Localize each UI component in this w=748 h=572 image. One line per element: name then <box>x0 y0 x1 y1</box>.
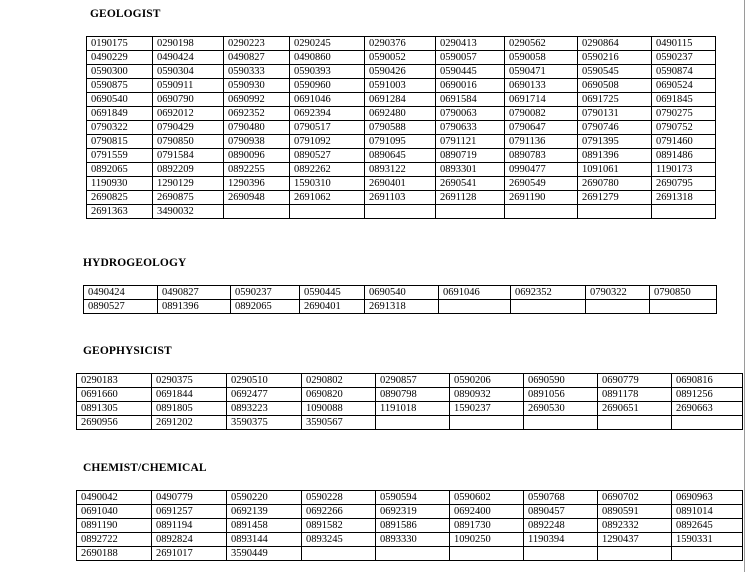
table-cell <box>439 300 511 314</box>
table-cell: 0590058 <box>505 51 578 65</box>
table-cell: 0890719 <box>436 149 505 163</box>
table-cell <box>505 205 578 219</box>
table-cell: 0691660 <box>77 388 152 402</box>
table-cell: 0590052 <box>365 51 436 65</box>
table-cell: 0290376 <box>365 37 436 51</box>
table-cell: 2690825 <box>87 191 153 205</box>
table-cell: 1190394 <box>524 533 598 547</box>
table-cell <box>650 300 717 314</box>
table-cell: 0590057 <box>436 51 505 65</box>
table-cell: 0290198 <box>153 37 224 51</box>
table-cell: 0891582 <box>302 519 376 533</box>
table-cell: 0590930 <box>224 79 290 93</box>
table-cell: 0892722 <box>77 533 152 547</box>
table-cell: 0590602 <box>450 491 524 505</box>
table-cell: 0891305 <box>77 402 152 416</box>
table-cell: 2691103 <box>365 191 436 205</box>
table-cell: 0690133 <box>505 79 578 93</box>
table-cell: 0590426 <box>365 65 436 79</box>
table-cell: 0290183 <box>77 374 152 388</box>
table-cell <box>652 205 716 219</box>
table-cell <box>450 416 524 430</box>
table-cell: 0590445 <box>300 286 365 300</box>
table-cell: 2690401 <box>300 300 365 314</box>
table-cell: 0490042 <box>77 491 152 505</box>
table-cell: 0490827 <box>158 286 231 300</box>
table-cell: 0590216 <box>578 51 652 65</box>
table-cell: 0692266 <box>302 505 376 519</box>
table-cell: 0791395 <box>578 135 652 149</box>
table-cell: 0891486 <box>652 149 716 163</box>
table-cell: 2691318 <box>365 300 439 314</box>
table-cell: 0590393 <box>290 65 365 79</box>
table-cell: 0790082 <box>505 107 578 121</box>
table-cell: 0691584 <box>436 93 505 107</box>
table-cell: 0891190 <box>77 519 152 533</box>
table-cell: 0893301 <box>436 163 505 177</box>
table-row <box>87 135 716 149</box>
table-row <box>87 107 716 121</box>
page-edge-line <box>744 0 745 572</box>
table-cell <box>376 547 450 561</box>
table-row <box>87 121 716 135</box>
table-cell: 0892255 <box>224 163 290 177</box>
table-cell: 2691279 <box>578 191 652 205</box>
table-row <box>77 491 743 505</box>
table-cell: 0692352 <box>224 107 290 121</box>
table-cell: 0590911 <box>153 79 224 93</box>
geophysicist-heading: GEOPHYSICIST <box>83 345 172 357</box>
table-cell: 2690780 <box>578 177 652 191</box>
table-cell: 1091061 <box>578 163 652 177</box>
table-row <box>84 286 717 300</box>
table-cell: 0590594 <box>376 491 450 505</box>
table-cell: 1590310 <box>290 177 365 191</box>
table-cell: 0790815 <box>87 135 153 149</box>
table-cell: 0890527 <box>84 300 158 314</box>
table-cell: 0891194 <box>152 519 227 533</box>
table-cell: 2690795 <box>652 177 716 191</box>
table-cell: 0691849 <box>87 107 153 121</box>
table-cell: 0891805 <box>152 402 227 416</box>
table-cell: 0691845 <box>652 93 716 107</box>
table-cell: 0190175 <box>87 37 153 51</box>
table-cell: 1191018 <box>376 402 450 416</box>
table-cell: 0290510 <box>227 374 302 388</box>
table-cell: 2691017 <box>152 547 227 561</box>
table-cell: 0591003 <box>365 79 436 93</box>
table-cell: 0691046 <box>439 286 511 300</box>
table-row <box>77 505 743 519</box>
table-cell: 1590331 <box>672 533 743 547</box>
table-cell: 0590545 <box>578 65 652 79</box>
table-cell: 2690948 <box>224 191 290 205</box>
table-cell: 0892332 <box>598 519 672 533</box>
table-cell: 0691725 <box>578 93 652 107</box>
table-cell: 0490115 <box>652 37 716 51</box>
table-cell: 0790131 <box>578 107 652 121</box>
table-cell: 2691318 <box>652 191 716 205</box>
table-cell: 0590768 <box>524 491 598 505</box>
table-row <box>77 547 743 561</box>
table-cell: 2690401 <box>365 177 436 191</box>
table-cell: 0790633 <box>436 121 505 135</box>
table-cell: 0890096 <box>224 149 290 163</box>
table-cell <box>511 300 586 314</box>
table-cell: 0690508 <box>578 79 652 93</box>
table-cell: 0791136 <box>505 135 578 149</box>
table-cell: 0791460 <box>652 135 716 149</box>
table-cell: 0892262 <box>290 163 365 177</box>
table-cell: 1190173 <box>652 163 716 177</box>
table-cell: 0790588 <box>365 121 436 135</box>
table-cell: 0490860 <box>290 51 365 65</box>
table-cell <box>672 416 743 430</box>
table-cell <box>598 547 672 561</box>
hydrogeology-heading: HYDROGEOLOGY <box>83 257 187 269</box>
table-row <box>87 191 716 205</box>
table-cell: 0691844 <box>152 388 227 402</box>
geophysicist-table <box>76 373 743 430</box>
table-cell: 0590228 <box>302 491 376 505</box>
table-cell: 0891396 <box>158 300 231 314</box>
table-cell: 0590471 <box>505 65 578 79</box>
table-cell: 0692319 <box>376 505 450 519</box>
table-cell: 0692139 <box>227 505 302 519</box>
table-cell <box>578 205 652 219</box>
table-cell: 0891730 <box>450 519 524 533</box>
table-cell: 0890457 <box>524 505 598 519</box>
table-cell: 0290413 <box>436 37 505 51</box>
table-cell: 0893330 <box>376 533 450 547</box>
table-cell: 0290375 <box>152 374 227 388</box>
table-cell: 0691046 <box>290 93 365 107</box>
table-cell: 0891396 <box>578 149 652 163</box>
table-cell: 0590304 <box>153 65 224 79</box>
table-row <box>77 533 743 547</box>
table-cell <box>365 205 436 219</box>
table-cell: 0892209 <box>153 163 224 177</box>
geologist-table <box>86 36 716 219</box>
hydrogeology-table <box>83 285 717 314</box>
table-cell <box>302 547 376 561</box>
table-row <box>77 416 743 430</box>
table-cell: 0890783 <box>505 149 578 163</box>
table-cell: 0290857 <box>376 374 450 388</box>
table-cell: 0691284 <box>365 93 436 107</box>
table-cell: 0690016 <box>436 79 505 93</box>
table-cell: 0893223 <box>227 402 302 416</box>
table-cell: 0590333 <box>224 65 290 79</box>
table-cell: 0690540 <box>365 286 439 300</box>
table-row <box>77 374 743 388</box>
table-cell: 0692477 <box>227 388 302 402</box>
table-cell: 0990477 <box>505 163 578 177</box>
chemist-heading: CHEMIST/CHEMICAL <box>83 462 207 474</box>
table-cell: 3590375 <box>227 416 302 430</box>
table-cell: 0590237 <box>652 51 716 65</box>
table-cell: 0791092 <box>290 135 365 149</box>
table-cell: 0290802 <box>302 374 376 388</box>
table-cell: 0690540 <box>87 93 153 107</box>
table-cell: 0590874 <box>652 65 716 79</box>
table-cell: 0791584 <box>153 149 224 163</box>
table-cell: 0692394 <box>290 107 365 121</box>
chemist-table <box>76 490 743 561</box>
table-cell: 0690816 <box>672 374 743 388</box>
table-cell: 2691363 <box>87 205 153 219</box>
table-cell <box>524 416 598 430</box>
table-cell: 2690663 <box>672 402 743 416</box>
table-cell: 0891586 <box>376 519 450 533</box>
table-cell: 0590220 <box>227 491 302 505</box>
table-cell: 0893144 <box>227 533 302 547</box>
table-cell: 0691714 <box>505 93 578 107</box>
table-cell: 1290437 <box>598 533 672 547</box>
table-cell: 0891178 <box>598 388 672 402</box>
table-cell: 0891014 <box>672 505 743 519</box>
table-cell: 1290129 <box>153 177 224 191</box>
table-cell: 0290245 <box>290 37 365 51</box>
table-cell: 0790275 <box>652 107 716 121</box>
table-cell: 0790322 <box>87 121 153 135</box>
table-cell: 2690651 <box>598 402 672 416</box>
table-cell <box>224 205 290 219</box>
table-cell: 0590206 <box>450 374 524 388</box>
table-cell: 2690549 <box>505 177 578 191</box>
table-cell: 0891056 <box>524 388 598 402</box>
table-cell <box>586 300 650 314</box>
table-cell: 0490424 <box>84 286 158 300</box>
table-cell: 3490032 <box>153 205 224 219</box>
table-cell: 1090250 <box>450 533 524 547</box>
table-row <box>87 37 716 51</box>
table-cell: 2690956 <box>77 416 152 430</box>
table-cell: 0790938 <box>224 135 290 149</box>
table-cell: 0691257 <box>152 505 227 519</box>
table-cell: 0690524 <box>652 79 716 93</box>
table-cell: 1190930 <box>87 177 153 191</box>
table-cell: 1590237 <box>450 402 524 416</box>
table-cell: 0892065 <box>87 163 153 177</box>
table-cell: 0290562 <box>505 37 578 51</box>
table-cell: 2691190 <box>505 191 578 205</box>
table-cell: 0890645 <box>365 149 436 163</box>
table-cell: 0590300 <box>87 65 153 79</box>
table-cell: 0692352 <box>511 286 586 300</box>
table-cell: 2690188 <box>77 547 152 561</box>
table-cell: 0892824 <box>152 533 227 547</box>
table-row <box>84 300 717 314</box>
table-row <box>87 51 716 65</box>
table-row <box>87 177 716 191</box>
table-cell: 0690779 <box>598 374 672 388</box>
table-cell: 0790322 <box>586 286 650 300</box>
table-cell: 0690963 <box>672 491 743 505</box>
table-cell: 2690541 <box>436 177 505 191</box>
table-cell: 0290864 <box>578 37 652 51</box>
table-cell: 3590567 <box>302 416 376 430</box>
table-cell: 0690790 <box>153 93 224 107</box>
table-cell: 1290396 <box>224 177 290 191</box>
table-cell: 0891458 <box>227 519 302 533</box>
table-cell: 0490827 <box>224 51 290 65</box>
table-row <box>87 65 716 79</box>
table-cell <box>376 416 450 430</box>
table-cell <box>598 416 672 430</box>
table-cell: 0691040 <box>77 505 152 519</box>
table-cell: 2691202 <box>152 416 227 430</box>
table-cell: 0692012 <box>153 107 224 121</box>
table-cell: 0590960 <box>290 79 365 93</box>
table-row <box>87 163 716 177</box>
table-cell: 0791559 <box>87 149 153 163</box>
table-cell: 0490779 <box>152 491 227 505</box>
table-row <box>87 79 716 93</box>
table-cell: 0590237 <box>231 286 300 300</box>
table-cell: 0290223 <box>224 37 290 51</box>
table-cell: 0791095 <box>365 135 436 149</box>
table-cell: 0893122 <box>365 163 436 177</box>
table-cell: 3590449 <box>227 547 302 561</box>
table-cell: 2691062 <box>290 191 365 205</box>
table-cell <box>436 205 505 219</box>
table-cell: 2691128 <box>436 191 505 205</box>
table-cell: 0790850 <box>650 286 717 300</box>
table-cell: 0790429 <box>153 121 224 135</box>
table-cell: 0890798 <box>376 388 450 402</box>
table-cell: 0790063 <box>436 107 505 121</box>
table-cell <box>524 547 598 561</box>
table-cell: 0790517 <box>290 121 365 135</box>
table-cell: 2690530 <box>524 402 598 416</box>
table-cell: 0490229 <box>87 51 153 65</box>
table-cell <box>290 205 365 219</box>
table-cell: 0790480 <box>224 121 290 135</box>
table-cell <box>672 547 743 561</box>
table-cell: 0690820 <box>302 388 376 402</box>
table-cell: 0590445 <box>436 65 505 79</box>
table-row <box>87 149 716 163</box>
table-cell: 0791121 <box>436 135 505 149</box>
table-cell: 0690702 <box>598 491 672 505</box>
table-row <box>87 205 716 219</box>
table-cell: 0692400 <box>450 505 524 519</box>
table-cell: 1090088 <box>302 402 376 416</box>
table-cell: 0590875 <box>87 79 153 93</box>
table-cell: 2690875 <box>153 191 224 205</box>
table-cell: 0892248 <box>524 519 598 533</box>
table-row <box>87 93 716 107</box>
table-cell: 0692480 <box>365 107 436 121</box>
table-cell: 0790647 <box>505 121 578 135</box>
table-cell: 0790850 <box>153 135 224 149</box>
table-cell: 0690992 <box>224 93 290 107</box>
table-cell: 0890527 <box>290 149 365 163</box>
table-cell: 0893245 <box>302 533 376 547</box>
table-cell <box>450 547 524 561</box>
table-row <box>77 519 743 533</box>
table-cell: 0790752 <box>652 121 716 135</box>
table-cell: 0690590 <box>524 374 598 388</box>
table-cell: 0892645 <box>672 519 743 533</box>
table-cell: 0790746 <box>578 121 652 135</box>
table-row <box>77 388 743 402</box>
table-cell: 0890932 <box>450 388 524 402</box>
table-cell: 0892065 <box>231 300 300 314</box>
table-cell: 0891256 <box>672 388 743 402</box>
geologist-heading: GEOLOGIST <box>90 8 161 20</box>
table-cell: 0490424 <box>153 51 224 65</box>
table-row <box>77 402 743 416</box>
table-cell: 0890591 <box>598 505 672 519</box>
